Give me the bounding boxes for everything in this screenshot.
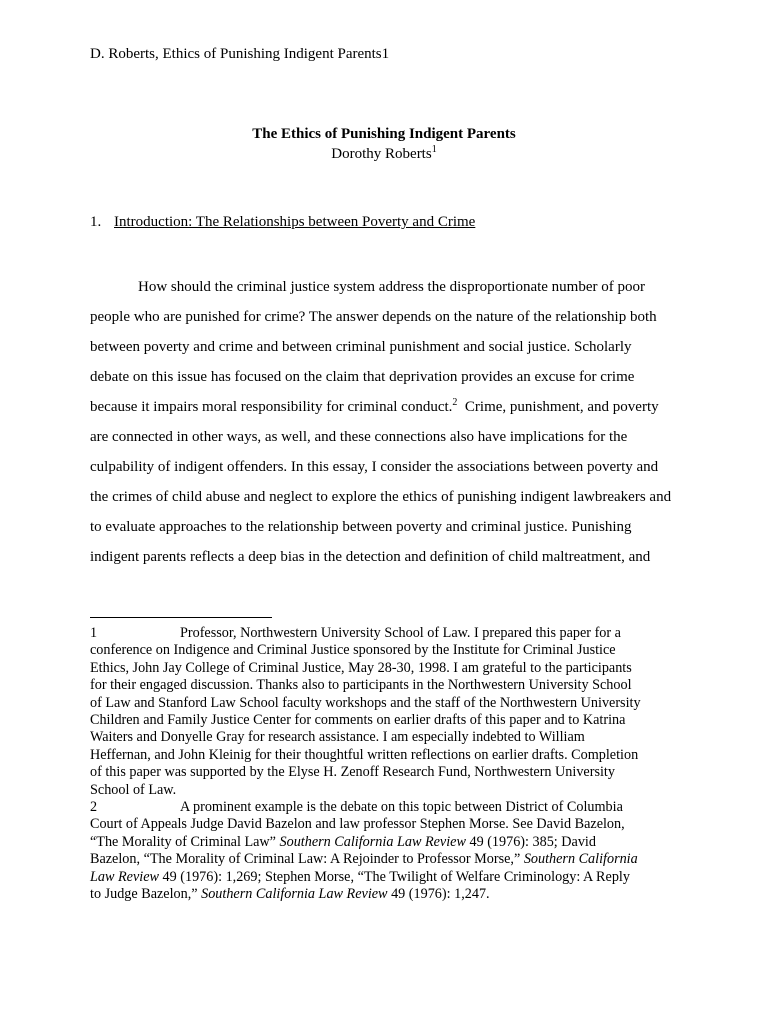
footnote-separator	[90, 617, 272, 618]
journal-title: Southern California Law Review	[279, 833, 466, 850]
footnote-text: Professor, Northwestern University School of Law. I prepared this paper for a	[180, 625, 621, 641]
body-line: culpability of indigent offenders. In this essay, I consider the associations between poverty and	[90, 459, 659, 475]
body-line: to evaluate approaches to the relationship between poverty and criminal justice. Punishing	[90, 519, 632, 535]
footnote-ref-2[interactable]: 2	[452, 397, 458, 408]
body-line: between poverty and crime and between criminal punishment and social justice. Scholarly	[90, 339, 632, 355]
section-heading	[90, 213, 475, 231]
author-line	[0, 144, 768, 164]
footnote-text: “The Morality of Criminal Law”	[90, 833, 280, 850]
body-line: are connected in other ways, as well, and these connections also have implications for the	[90, 429, 628, 445]
footnote-text: 49 (1976): 1,269; Stephen Morse, “The Twilight of Welfare Criminology: A Reply	[158, 868, 630, 885]
body-line: indigent parents reflects a deep bias in the detection and definition of child maltreatment, and	[90, 549, 651, 565]
body-line-with-note	[90, 398, 680, 416]
footnote-text: to Judge Bazelon,”	[90, 885, 202, 902]
section-number: 1.	[90, 214, 102, 230]
body-line: the crimes of child abuse and neglect to explore the ethics of punishing indigent lawbreakers and	[90, 489, 672, 505]
title-block	[0, 124, 768, 164]
body-line-text: Crime, punishment, and poverty	[457, 399, 659, 415]
footnote-text: Heffernan, and John Kleinig for their thoughtful written reflections on earlier drafts. Completion	[90, 746, 639, 763]
footnote-text: School of Law.	[90, 781, 177, 798]
running-head: D. Roberts, Ethics of Punishing Indigent Parents1	[90, 46, 390, 62]
footnote-text: Ethics, John Jay College of Criminal Justice, May 28-30, 1998. I am grateful to the participants	[90, 659, 632, 676]
body-line: How should the criminal justice system address the disproportionate number of poor	[138, 279, 645, 295]
paper-title: The Ethics of Punishing Indigent Parents	[252, 126, 516, 142]
footnote-2	[90, 799, 680, 903]
footnote-text: for their engaged discussion. Thanks also to participants in the Northwestern University School	[90, 677, 632, 694]
footnote-text: Children and Family Justice Center for comments on earlier drafts of this paper and to Katrina	[90, 711, 626, 728]
journal-title: Southern California	[523, 851, 638, 868]
footnote-1	[90, 625, 680, 799]
footnote-text: Waiters and Donyelle Gray for research assistance. I am especially indebted to William	[90, 729, 585, 746]
author-name: Dorothy Roberts	[331, 146, 432, 162]
footnote-text: of this paper was supported by the Elyse H. Zenoff Research Fund, Northwestern University	[90, 764, 615, 781]
footnote-mark: 1	[90, 625, 98, 641]
footnote-text: 49 (1976): 385; David	[465, 833, 596, 850]
footnote-text: Court of Appeals Judge David Bazelon and law professor Stephen Morse. See David Bazelon,	[90, 816, 625, 833]
section-title: Introduction: The Relationships between Poverty and Crime	[114, 214, 476, 230]
footnote-mark: 2	[90, 799, 98, 815]
footnote-text: 49 (1976): 1,247.	[387, 885, 490, 902]
footnote-text: conference on Indigence and Criminal Justice sponsored by the Institute for Criminal Justice	[90, 642, 616, 659]
journal-title: Southern California Law Review	[201, 885, 388, 902]
journal-title: Law Review	[90, 868, 159, 885]
body-line: people who are punished for crime? The answer depends on the nature of the relationship both	[90, 309, 657, 325]
footnote-text: A prominent example is the debate on this topic between District of Columbia	[180, 799, 623, 815]
footnote-ref-1[interactable]: 1	[431, 144, 437, 155]
footnote-text: of Law and Stanford Law School faculty workshops and the staff of the Northwestern University	[90, 694, 641, 711]
body-line-text: because it impairs moral responsibility for criminal conduct.	[90, 399, 453, 415]
body-line: debate on this issue has focused on the claim that deprivation provides an excuse for crime	[90, 369, 635, 385]
footnote-text: Bazelon, “The Morality of Criminal Law: A Rejoinder to Professor Morse,”	[90, 851, 524, 868]
